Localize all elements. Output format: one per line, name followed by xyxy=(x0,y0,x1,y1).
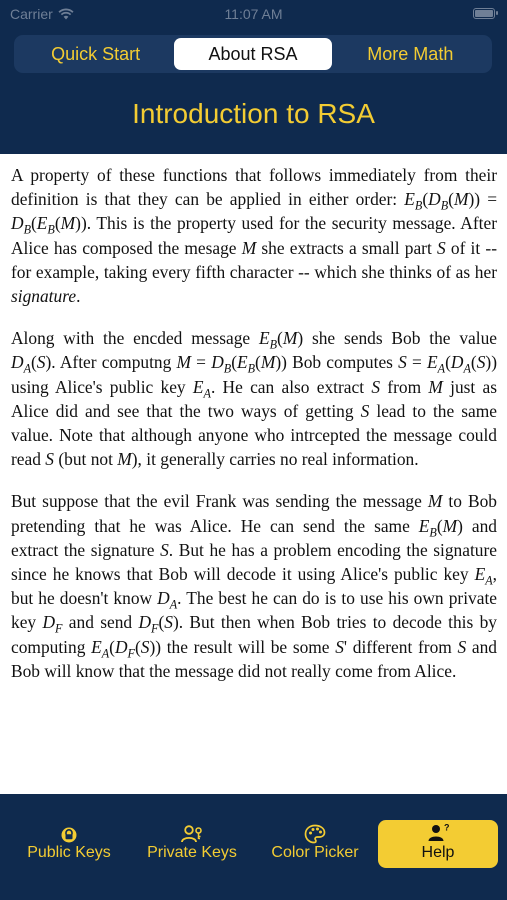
math-expression: M xyxy=(427,491,443,512)
segment-quick-start[interactable]: Quick Start xyxy=(51,44,141,64)
paragraph-text: the result will be some xyxy=(161,636,336,657)
math-expression: $D_F$ xyxy=(42,612,63,636)
status-bar xyxy=(0,0,507,28)
paragraph-text: and send xyxy=(62,612,139,633)
math-expression: $E_A$ xyxy=(192,376,211,401)
math-expression: $D_A(S)$ xyxy=(11,352,52,376)
math-expression: $E_B(M)$ xyxy=(258,328,304,352)
paragraph-text: different from xyxy=(347,636,458,657)
math-expression: M xyxy=(428,376,443,397)
tab-private-keys-label: Private Keys xyxy=(147,844,237,861)
lock-shield-icon xyxy=(59,824,79,844)
segment-more-math[interactable]: More Math xyxy=(367,44,454,64)
carrier-label: Carrier xyxy=(10,6,53,22)
tab-public-keys-label: Public Keys xyxy=(27,844,111,861)
paragraph-text: . xyxy=(76,286,81,307)
tab-help[interactable] xyxy=(378,820,498,868)
svg-text:?: ? xyxy=(444,823,450,833)
paragraph-text: . But then when Bob tries to decode this by computing xyxy=(11,612,498,657)
battery-icon xyxy=(473,8,495,19)
article-content xyxy=(0,154,507,794)
paragraph-text: . But he has a problem encoding the signature since he knows that Bob will decode it using Alice's public key xyxy=(11,539,497,585)
paragraph-text: she sends Bob the value xyxy=(303,328,497,349)
tab-private-keys[interactable] xyxy=(133,824,251,861)
paragraph-text: (but not xyxy=(53,449,118,470)
math-expression: $D_A$ xyxy=(157,588,178,612)
paragraph-text: Along with the encded message xyxy=(11,328,259,349)
math-expression: $E_B(D_B(M)) = D_B(E_B(M))$ xyxy=(11,189,498,237)
paragraph-text: Bob computes xyxy=(286,352,399,373)
paragraph-text: . He can also extract xyxy=(210,376,372,397)
header xyxy=(0,0,507,154)
emphasis-text: signature xyxy=(11,286,77,307)
math-expression: M xyxy=(117,449,132,470)
tab-help-label: Help xyxy=(421,844,455,861)
paragraph-text: . This is the property used for the security message. After Alice has composed the mesage xyxy=(11,213,497,258)
paragraph-text: and Bob will know that the message did not really come from Alice. xyxy=(11,636,497,681)
math-expression: $E_B(M)$ xyxy=(418,515,463,540)
math-expression: S' xyxy=(335,636,348,657)
math-expression: S xyxy=(437,237,446,258)
paragraph-text: of it -- for example, taking every fifth character -- which she thinks of as her xyxy=(11,237,497,282)
status-time: 11:07 AM xyxy=(224,6,283,22)
math-expression: $E_A$ xyxy=(474,564,493,588)
paragraph-text: ), it generally carries no real information. xyxy=(131,449,419,470)
person-key-icon xyxy=(180,824,204,844)
palette-icon xyxy=(304,824,326,844)
paragraph-text: , but he doesn't know xyxy=(11,564,497,609)
paragraph-text: A property of these functions that follows immediately from their definition is that they can be applied in either order: xyxy=(11,165,497,210)
math-expression: M xyxy=(241,237,257,258)
paragraph-text: to Bob pretending that he was Alice. He can send the same xyxy=(11,491,497,536)
math-expression: $M = D_B(E_B(M))$ xyxy=(176,352,287,376)
paragraph-text: using Alice's public key xyxy=(11,376,193,397)
paragraph-text: from xyxy=(380,376,429,397)
paragraph-text: lead to the same value. Note that although anyone who intrcepted the message could read xyxy=(11,400,497,470)
math-expression: $S = E_A(D_A(S))$ xyxy=(398,352,497,376)
paragraph-3 xyxy=(11,489,497,683)
segment-about-rsa[interactable]: About RSA xyxy=(174,38,331,70)
math-expression: S xyxy=(371,376,381,397)
tab-public-keys[interactable] xyxy=(10,824,128,861)
math-expression: $D_F(S)$ xyxy=(138,612,179,636)
tab-bar xyxy=(0,794,507,900)
math-expression: S xyxy=(457,636,467,657)
paragraph-text: she extracts a small part xyxy=(256,237,437,258)
math-expression: S xyxy=(360,400,370,421)
paragraph-text: just as Alice did and see that the two ways of getting xyxy=(11,376,497,421)
person-question-icon xyxy=(425,823,451,843)
math-expression: S xyxy=(160,539,169,560)
math-expression: S xyxy=(45,449,54,470)
paragraph-text: But suppose that the evil Frank was sending the message xyxy=(11,491,428,512)
paragraph-text: . The best he can do is to use his own private key xyxy=(11,588,497,633)
paragraph-text: . After computng xyxy=(51,352,177,373)
math-expression: $E_A(D_F(S))$ xyxy=(91,636,162,661)
segmented-control xyxy=(14,35,492,73)
paragraph-text: and extract the signature xyxy=(11,515,497,560)
paragraph-2 xyxy=(11,326,497,471)
tab-color-picker[interactable] xyxy=(256,824,374,861)
tab-color-picker-label: Color Picker xyxy=(271,844,359,861)
page-title: Introduction to RSA xyxy=(132,98,375,129)
paragraph-1 xyxy=(11,163,497,308)
